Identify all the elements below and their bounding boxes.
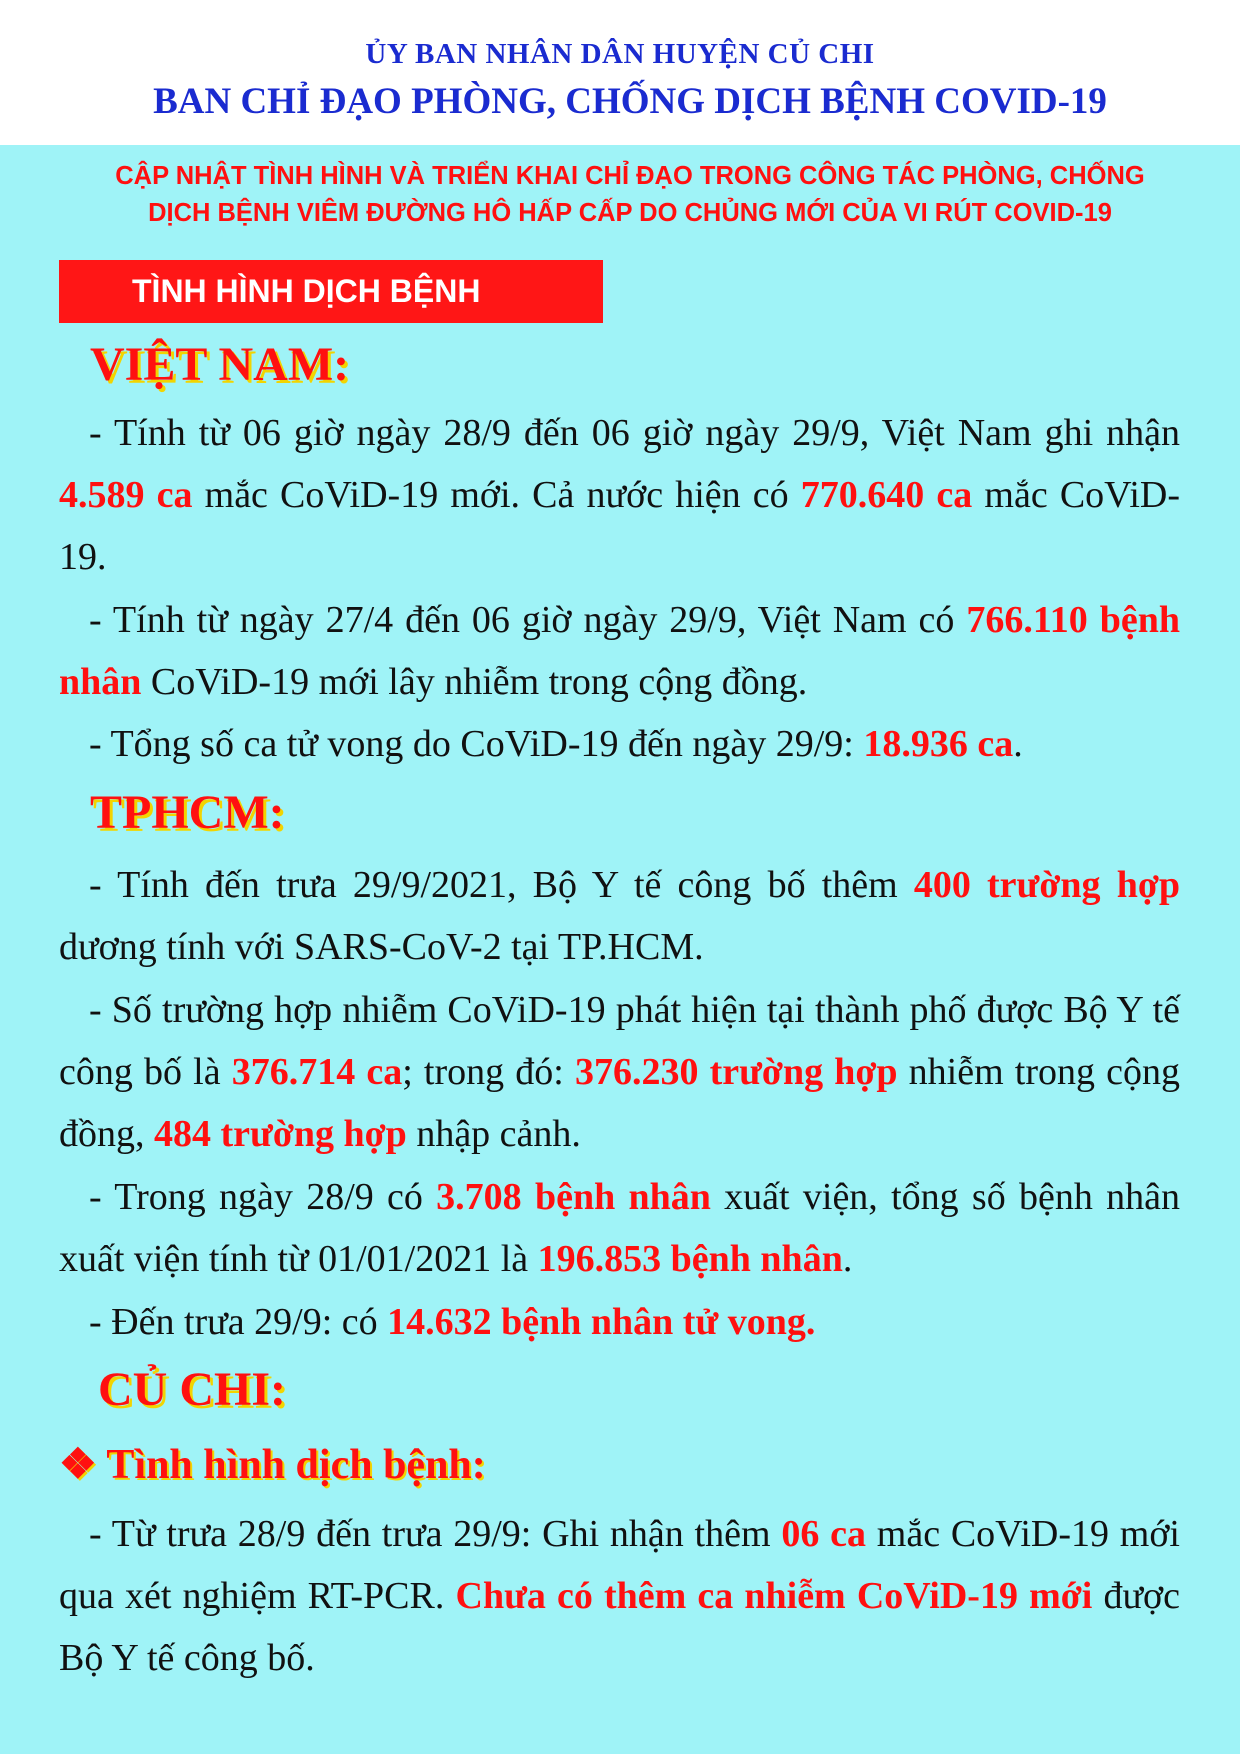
tphcm-paragraph-1: - Tính đến trưa 29/9/2021, Bộ Y tế công bố thêm 400 trường hợp dương tính với SARS-CoV-2 tại TP.HCM.: [59, 864, 1180, 968]
header-committee: BAN CHỈ ĐẠO PHÒNG, CHỐNG DỊCH BỆNH COVID-19: [153, 81, 1107, 122]
highlight-discharged-total: 196.853 bệnh nhân: [537, 1238, 843, 1280]
highlight-local-cases: 06 ca: [781, 1513, 866, 1555]
update-title-line2: DỊCH BỆNH VIÊM ĐƯỜNG HÔ HẤP CẤP DO CHỦNG MỚI CỦA VI RÚT COVID-19: [148, 199, 1112, 227]
highlight-community-cases: 766.110 bệnh nhân: [59, 599, 1181, 703]
header-agency: ỦY BAN NHÂN DÂN HUYỆN CỦ CHI: [365, 38, 875, 70]
tphcm-title: TPHCM:: [90, 786, 285, 839]
highlight-deaths: 18.936 ca: [863, 723, 1014, 765]
tphcm-paragraph-4: - Đến trưa 29/9: có 14.632 bệnh nhân tử vong.: [89, 1301, 816, 1343]
highlight-total-cases: 770.640 ca: [800, 474, 973, 516]
highlight-city-cases: 376.714 ca: [231, 1051, 403, 1093]
tphcm-paragraph-2: - Số trường hợp nhiễm CoViD-19 phát hiện tại thành phố được Bộ Y tế công bố là 376.714 ca; trong đó: 376.230 trường hợp nhiễm trong cộng đồng, 484 trường hợp nhập cảnh.: [59, 989, 1181, 1155]
highlight-discharged-today: 3.708 bệnh nhân: [436, 1176, 711, 1218]
header: [0, 0, 1240, 145]
cuchi-subtitle: ❖ Tình hình dịch bệnh:: [59, 1442, 486, 1488]
highlight-positive-cases: 400 trường hợp: [913, 864, 1180, 906]
vietnam-paragraph-2: - Tính từ ngày 27/4 đến 06 giờ ngày 29/9, Việt Nam có 766.110 bệnh nhân CoViD-19 mới lây nhiễm trong cộng đồng.: [59, 599, 1181, 703]
tphcm-paragraph-3: - Trong ngày 28/9 có 3.708 bệnh nhân xuất viện, tổng số bệnh nhân xuất viện tính từ 01/01/2021 là 196.853 bệnh nhân.: [59, 1176, 1180, 1280]
cuchi-title: CỦ CHI:: [98, 1363, 286, 1416]
highlight-community-infections: 376.230 trường hợp: [574, 1051, 898, 1093]
highlight-city-deaths: 14.632 bệnh nhân tử vong.: [387, 1301, 816, 1343]
update-title: [40, 158, 1220, 232]
highlight-imported-cases: 484 trường hợp: [154, 1113, 407, 1155]
vietnam-paragraph-1: - Tính từ 06 giờ ngày 28/9 đến 06 giờ ngày 29/9, Việt Nam ghi nhận 4.589 ca mắc CoViD-19 mới. Cả nước hiện có 770.640 ca mắc CoViD-19.: [59, 412, 1180, 578]
section-banner: TÌNH HÌNH DỊCH BỆNH: [59, 260, 603, 323]
highlight-new-cases: 4.589 ca: [59, 474, 193, 516]
cuchi-paragraph-1: - Từ trưa 28/9 đến trưa 29/9: Ghi nhận thêm 06 ca mắc CoViD-19 mới qua xét nghiệm RT-PCR. Chưa có thêm ca nhiễm CoViD-19 mới được Bộ Y tế công bố.: [59, 1513, 1180, 1679]
highlight-no-new-cases: Chưa có thêm ca nhiễm CoViD-19 mới: [455, 1575, 1093, 1617]
vietnam-paragraph-3: - Tổng số ca tử vong do CoViD-19 đến ngày 29/9: 18.936 ca.: [89, 723, 1023, 765]
update-title-line1: CẬP NHẬT TÌNH HÌNH VÀ TRIỂN KHAI CHỈ ĐẠO TRONG CÔNG TÁC PHÒNG, CHỐNG: [115, 162, 1145, 190]
vietnam-title: VIỆT NAM:: [90, 338, 350, 391]
